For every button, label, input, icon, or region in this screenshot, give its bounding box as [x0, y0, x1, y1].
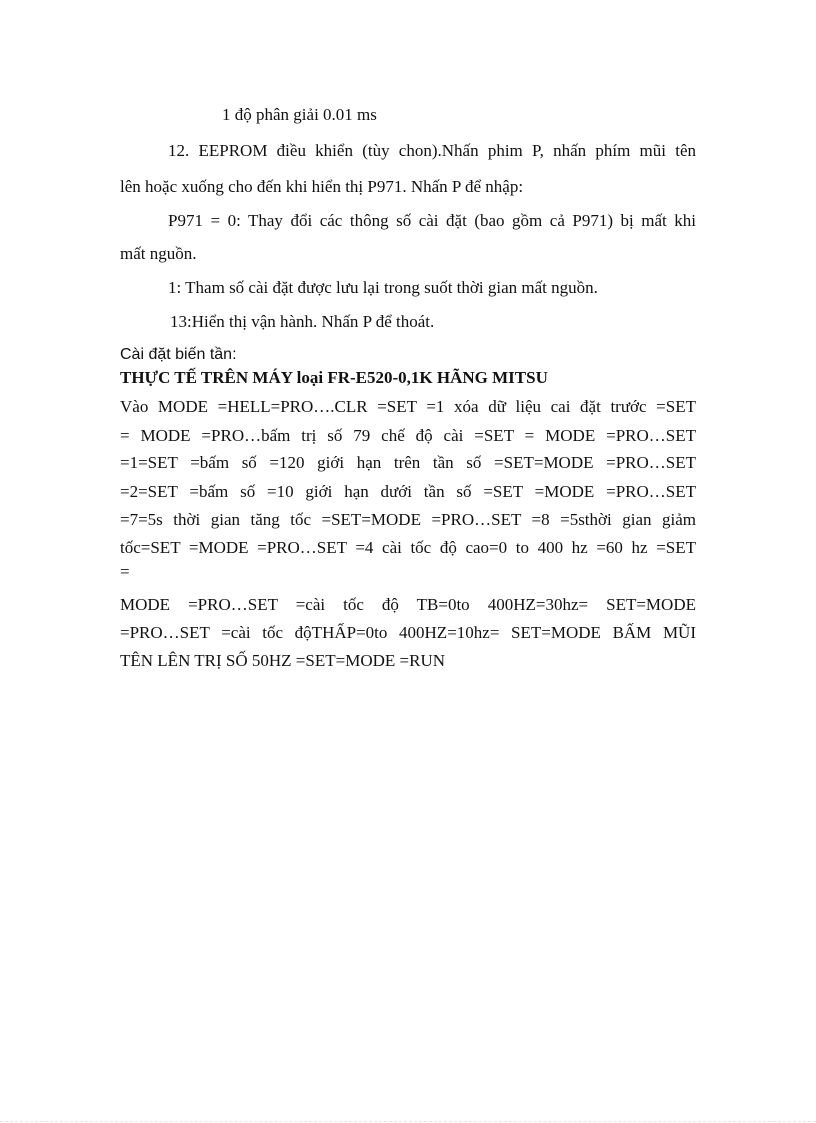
eeprom-step-line-2: lên hoặc xuống cho đến khi hiển thị P971. Nhấn P để nhập: — [120, 177, 524, 196]
setup-line-9: =PRO…SET =cài tốc độTHẤP=0to 400HZ=10hz= SET=MODE BẤM MŨI — [120, 623, 696, 642]
setup-line-4: =2=SET =bấm số =10 giới hạn dưới tần số =SET =MODE =PRO…SET — [120, 482, 696, 501]
resolution-line: 1 độ phân giải 0.01 ms — [222, 105, 377, 124]
page-bottom-divider — [0, 1121, 816, 1122]
setup-line-6: tốc=SET =MODE =PRO…SET =4 cài tốc độ cao=0 to 400 hz =60 hz =SET — [120, 538, 696, 557]
p971-zero-line-2: mất nguồn. — [120, 244, 197, 263]
setup-line-10: TÊN LÊN TRỊ SỐ 50HZ =SET=MODE =RUN — [120, 651, 445, 670]
machine-title: THỰC TẾ TRÊN MÁY loại FR-E520-0,1K HÃNG MITSU — [120, 368, 548, 387]
p971-one-line: 1: Tham số cài đặt được lưu lại trong suốt thời gian mất nguồn. — [168, 278, 598, 297]
setup-line-3: =1=SET =bấm số =120 giới hạn trên tần số =SET=MODE =PRO…SET — [120, 453, 696, 472]
display-step-line: 13:Hiển thị vận hành. Nhấn P để thoát. — [170, 312, 435, 331]
inverter-setup-heading: Cài đặt biến tần: — [120, 346, 237, 363]
setup-line-2: = MODE =PRO…bấm trị số 79 chế độ cài =SET = MODE =PRO…SET — [120, 426, 696, 445]
eeprom-step-line-1: 12. EEPROM điều khiển (tùy chon).Nhấn phim P, nhấn phím mũi tên — [168, 141, 696, 160]
setup-line-1: Vào MODE =HELL=PRO….CLR =SET =1 xóa dữ liệu cai đặt trước =SET — [120, 397, 696, 416]
setup-line-7: = — [120, 562, 130, 581]
setup-line-5: =7=5s thời gian tăng tốc =SET=MODE =PRO…SET =8 =5sthời gian giảm — [120, 510, 696, 529]
p971-zero-line-1: P971 = 0: Thay đổi các thông số cài đặt (bao gồm cả P971) bị mất khi — [168, 211, 696, 230]
setup-line-8: MODE =PRO…SET =cài tốc độ TB=0to 400HZ=30hz= SET=MODE — [120, 595, 696, 614]
